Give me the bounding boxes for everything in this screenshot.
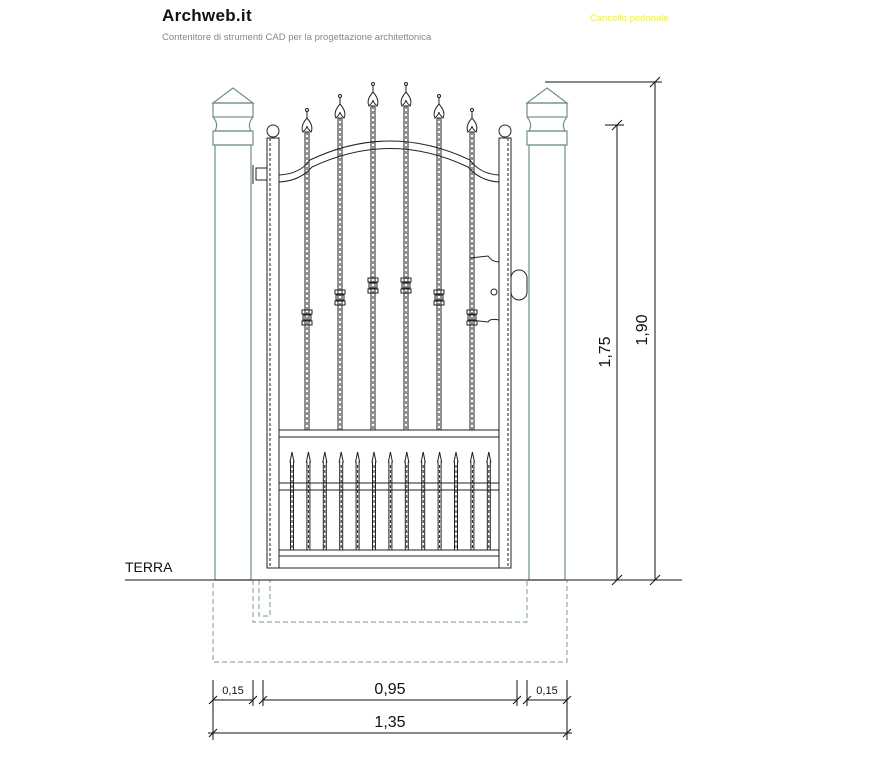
gate-bar bbox=[467, 109, 477, 431]
dim-gate-width: 0,95 bbox=[374, 681, 406, 698]
dim-total-width: 1,35 bbox=[374, 714, 406, 731]
lower-picket bbox=[339, 452, 343, 550]
dim-left-pillar: 0,15 bbox=[222, 685, 244, 697]
dim-right-pillar: 0,15 bbox=[536, 685, 558, 697]
hinge bbox=[253, 165, 267, 184]
latch bbox=[470, 256, 527, 322]
left-pillar bbox=[213, 88, 253, 580]
dim-total-height: 1,90 bbox=[634, 314, 651, 346]
brand-subtitle: Contenitore di strumenti CAD per la progettazione architettonica bbox=[162, 32, 432, 43]
right-pillar bbox=[527, 88, 567, 580]
lower-picket bbox=[356, 452, 360, 550]
lower-picket bbox=[405, 452, 409, 550]
lower-picket bbox=[290, 452, 294, 550]
lower-picket bbox=[306, 452, 310, 550]
gate-bar bbox=[401, 83, 411, 431]
lower-picket bbox=[372, 452, 376, 550]
lower-picket bbox=[438, 452, 442, 550]
gate-bar bbox=[434, 95, 444, 431]
gate-bar bbox=[335, 95, 345, 431]
lower-picket bbox=[388, 452, 392, 550]
drawing-title: Cancello pedonale bbox=[590, 13, 669, 24]
foundation bbox=[213, 580, 567, 662]
lower-picket bbox=[470, 452, 474, 550]
lower-picket bbox=[487, 452, 491, 550]
gate-bar bbox=[302, 109, 312, 431]
ground-label: TERRA bbox=[125, 559, 173, 575]
brand-logo: Archweb.it bbox=[162, 6, 252, 25]
lower-picket bbox=[454, 452, 458, 550]
dim-gate-height: 1,75 bbox=[597, 336, 614, 368]
lower-picket bbox=[323, 452, 327, 550]
lower-picket bbox=[421, 452, 425, 550]
gate-bar bbox=[368, 83, 378, 431]
